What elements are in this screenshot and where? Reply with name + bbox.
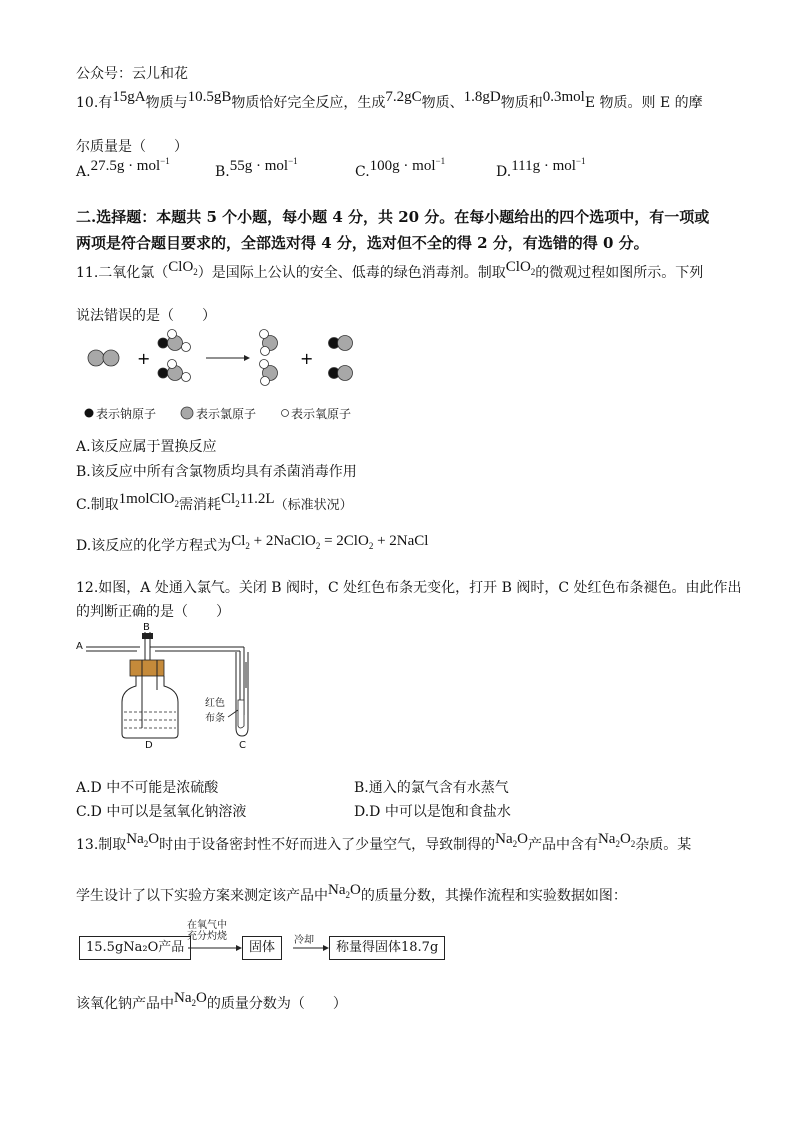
section-2-instructions-line2: 两项是符合题目要求的，全部选对得 4 分，选对但不全的得 2 分，有选错的得 0 分。: [76, 234, 649, 252]
q12-option-c: C.D 中可以是氢氧化钠溶液: [76, 804, 247, 820]
red-cloth-strip: [238, 700, 244, 728]
question-10-line2: 尔质量是（ ）: [76, 139, 188, 155]
sodium-atom-legend-icon: [85, 409, 94, 418]
label-cloth-line2: 布条: [205, 713, 225, 724]
sodium-chloride-molecule-2: [329, 366, 353, 381]
header-account: 公众号：云儿和花: [76, 66, 188, 82]
question-13-final: 该氧化钠产品中$Na_2O$的质量分数为（ ）: [76, 990, 347, 1012]
question-12-line2: 的判断正确的是（ ）: [76, 604, 230, 620]
flow-box-weighed: 称量得固体18.7g: [329, 936, 445, 960]
question-11-line1: 11.二氧化氯（ClO$_2$）是国际上公认的安全、低毒的绿色消毒剂。制取ClO$_2$的微观过程如图所示。下列: [76, 259, 704, 281]
reaction-arrow-icon: [244, 355, 250, 361]
section-2-instructions-line1: 二.选择题：本题共 5 个小题，每小题 4 分，共 20 分。在每小题给出的四个选项中，有一项或: [76, 208, 710, 226]
label-c: C: [239, 740, 246, 751]
chlorine-dioxide-molecule-1: [260, 330, 278, 356]
plus-sign-1: +: [137, 349, 151, 368]
question-13-line1: 13.制取$Na_2O$时由于设备密封性不好而进入了少量空气，导致制得的$Na_2O$产品中含有$Na_2O_2$杂质。某: [76, 831, 692, 853]
legend-oxygen-label: 表示氧原子: [291, 407, 352, 421]
oxygen-atom-legend-icon: [282, 410, 289, 417]
question-11-line2: 说法错误的是（ ）: [76, 308, 216, 324]
q12-option-b: B.通入的氯气含有水蒸气: [354, 780, 509, 796]
q11-option-c: C.制取1molClO$_2$需消耗$Cl_211.2L$（标准状况）: [76, 491, 353, 513]
flow-arrow-1-label: 在氧气中 充分灼烧: [187, 920, 227, 942]
q12-option-a: A.D 中不可能是浓硫酸: [76, 780, 219, 796]
legend-sodium-label: 表示钠原子: [96, 407, 157, 421]
legend-chlorine-label: 表示氯原子: [196, 407, 257, 421]
q11-option-a: A.该反应属于置换反应: [76, 439, 217, 455]
q11-option-d: D.该反应的化学方程式为$Cl_2$ + 2NaClO$_2$ = 2ClO$_2$ + 2NaCl: [76, 533, 429, 554]
gas-washing-bottle: [122, 676, 178, 738]
flow-arrow-2-label: 冷却: [294, 935, 314, 946]
sodium-chlorite-molecule-2: [158, 360, 191, 382]
question-13-line2: 学生设计了以下实验方案来测定该产品中$Na_2O$的质量分数，其操作流程和实验数据如图：: [76, 882, 627, 904]
plus-sign-2: +: [300, 349, 314, 368]
chlorine-molecule: [88, 350, 119, 366]
q10-option-c: C.100g · mol$^{-1}$: [355, 156, 446, 180]
question-10-line1: 10.有15gA物质与10.5gB物质恰好完全反应，生成7.2gC物质、1.8gD物质和0.3molE 物质。则 E 的摩: [76, 89, 703, 111]
sodium-chloride-molecule-1: [329, 336, 353, 351]
q12-option-d: D.D 中可以是饱和食盐水: [354, 804, 511, 820]
chlorine-dioxide-molecule-2: [260, 360, 278, 386]
valve-b-icon: [142, 633, 153, 639]
bottle-stopper: [130, 660, 164, 676]
q10-option-b: B.55g · mol$^{-1}$: [215, 156, 298, 180]
question-12-line1: 12.如图，A 处通入氯气。关闭 B 阀时，C 处红色布条无变化，打开 B 阀时，C 处红色布条褪色。由此作出: [76, 580, 742, 596]
sodium-chlorite-molecule-1: [158, 330, 191, 352]
label-cloth-line1: 红色: [205, 698, 225, 709]
flow-box-sample: 15.5gNa₂O产品: [79, 936, 191, 960]
chlorine-atom-legend-icon: [181, 407, 193, 419]
q11-option-b: B.该反应中所有含氯物质均具有杀菌消毒作用: [76, 464, 357, 480]
label-a: A: [76, 641, 83, 652]
label-b: B: [143, 622, 150, 633]
q10-option-a: A.27.5g · mol$^{-1}$: [76, 156, 170, 180]
test-tube: [236, 652, 248, 736]
q10-option-d: D.111g · mol$^{-1}$: [496, 156, 586, 180]
label-d: D: [145, 740, 153, 751]
flow-box-solid: 固体: [242, 936, 282, 960]
